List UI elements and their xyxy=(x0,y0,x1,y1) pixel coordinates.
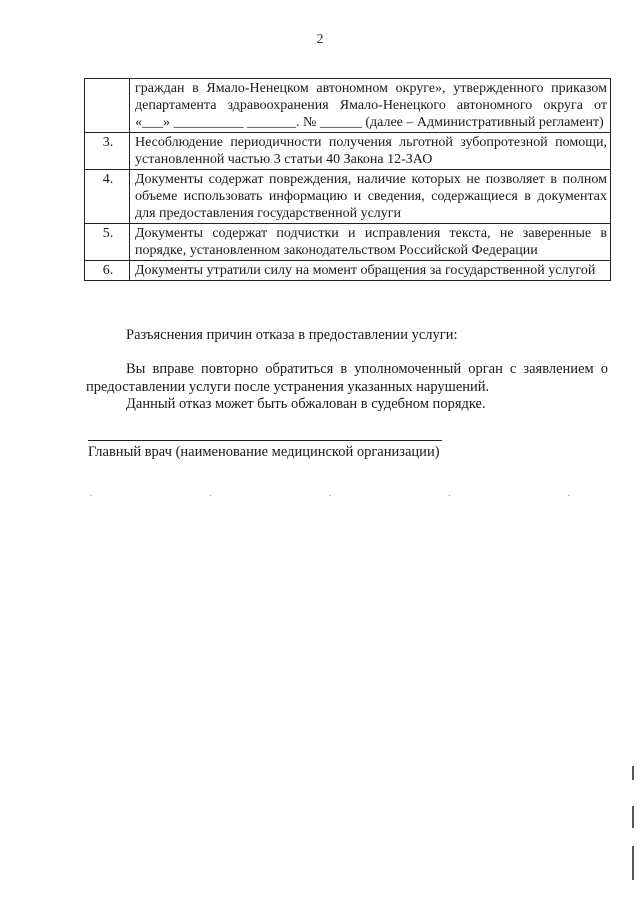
row-text: граждан в Ямало-Ненецком автономном округе», утвержденного приказом департамента здравоохранения Ямало-Ненецкого автономного округа от «___» __________ _______. № ______ (далее – Административный регламент) xyxy=(130,79,611,133)
signature-label: Главный врач (наименование медицинской организации) xyxy=(88,444,440,460)
row-number: 5. xyxy=(85,224,130,261)
signature-line xyxy=(88,440,442,441)
dotted-marks xyxy=(90,488,570,499)
row-text: Документы содержат повреждения, наличие которых не позволяет в полном объеме использовать информацию и сведения, содержащиеся в документах для предоставления государственной услуги xyxy=(130,170,611,224)
row-number: 3. xyxy=(85,133,130,170)
row-text: Документы содержат подчистки и исправления текста, не заверенные в порядке, установленном законодательством Российской Федерации xyxy=(130,224,611,261)
table-row xyxy=(85,79,611,133)
scan-edge-mark xyxy=(632,766,634,780)
refusal-reasons-table xyxy=(84,78,611,281)
table-row xyxy=(85,170,611,224)
dot-mark: . xyxy=(567,488,570,499)
reapply-paragraph: Вы вправе повторно обратиться в уполномоченный орган с заявлением о предоставлении услуги после устранения указанных нарушений. xyxy=(86,361,608,395)
row-text: Документы утратили силу на момент обращения за государственной услугой xyxy=(130,261,611,281)
row-number: 6. xyxy=(85,261,130,281)
table-row xyxy=(85,261,611,281)
dot-mark: . xyxy=(209,488,212,499)
explanation-heading: Разъяснения причин отказа в предоставлении услуги: xyxy=(126,327,458,343)
table-row xyxy=(85,133,611,170)
scan-edge-mark xyxy=(632,846,634,880)
table-row xyxy=(85,224,611,261)
row-number: 4. xyxy=(85,170,130,224)
scan-edge-mark xyxy=(632,806,634,828)
row-text: Несоблюдение периодичности получения льготной зубопротезной помощи, установленной частью 3 статьи 40 Закона 12-ЗАО xyxy=(130,133,611,170)
page-number: 2 xyxy=(316,32,324,47)
dot-mark: . xyxy=(448,488,451,499)
row-number xyxy=(85,79,130,133)
appeal-paragraph: Данный отказ может быть обжалован в судебном порядке. xyxy=(126,396,486,412)
dot-mark: . xyxy=(328,488,332,499)
dot-mark: . xyxy=(90,488,93,499)
